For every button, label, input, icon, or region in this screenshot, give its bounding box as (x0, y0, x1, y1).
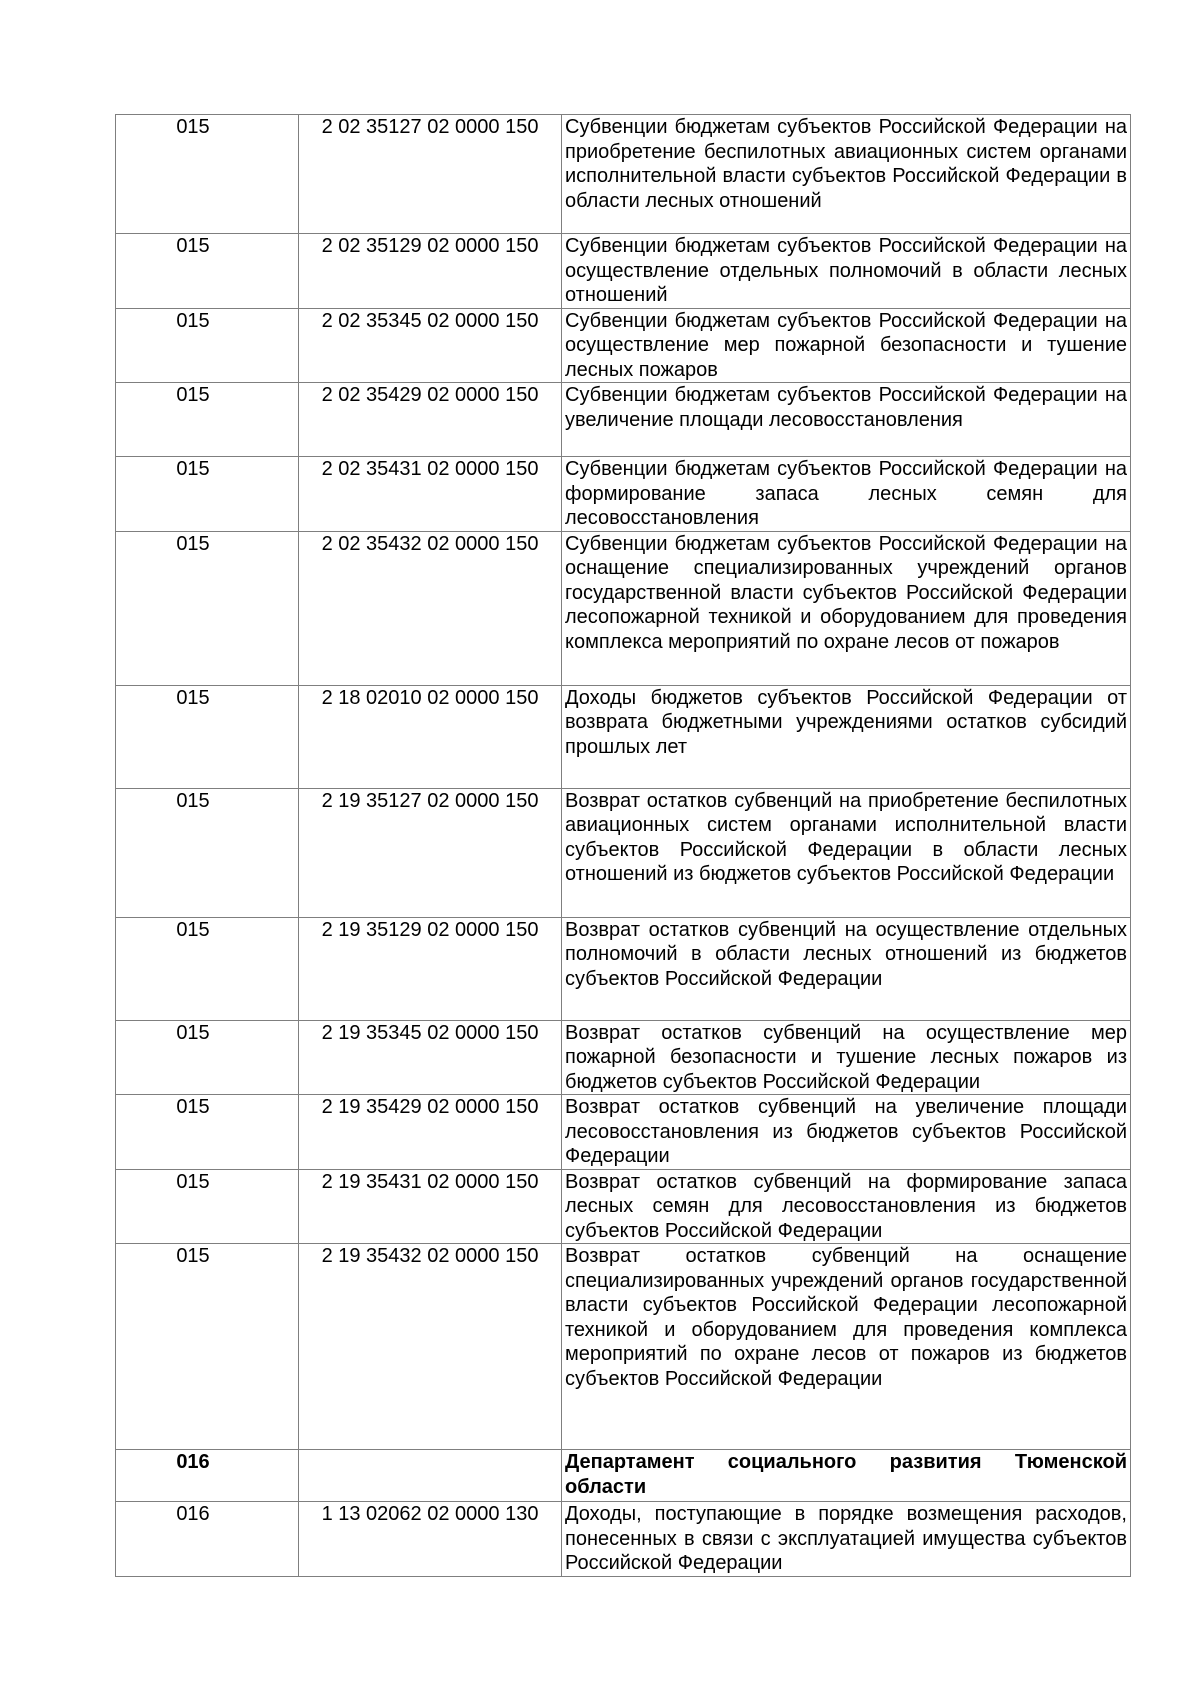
revenue-description: Субвенции бюджетам субъектов Российской Федерации на увеличение площади лесовосстановления (562, 383, 1131, 457)
budget-code: 2 18 02010 02 0000 150 (299, 685, 562, 788)
admin-code: 015 (116, 685, 299, 788)
table-row (116, 788, 1131, 917)
table-row (116, 1244, 1131, 1450)
table-row (116, 457, 1131, 532)
revenue-description: Возврат остатков субвенций на формирование запаса лесных семян для лесовосстановления из бюджетов субъектов Российской Федерации (562, 1169, 1131, 1244)
budget-code: 2 02 35127 02 0000 150 (299, 115, 562, 234)
table-row (116, 531, 1131, 685)
admin-code: 015 (116, 457, 299, 532)
budget-code: 2 19 35429 02 0000 150 (299, 1095, 562, 1170)
budget-code: 2 19 35127 02 0000 150 (299, 788, 562, 917)
table-row (116, 1502, 1131, 1577)
revenue-description: Субвенции бюджетам субъектов Российской Федерации на приобретение беспилотных авиационных систем органами исполнительной власти субъектов Российской Федерации в области лесных отношений (562, 115, 1131, 234)
table-row (116, 685, 1131, 788)
budget-code: 2 02 35345 02 0000 150 (299, 308, 562, 383)
budget-code: 2 19 35432 02 0000 150 (299, 1244, 562, 1450)
admin-code: 015 (116, 1244, 299, 1450)
admin-code: 015 (116, 1095, 299, 1170)
budget-code: 2 19 35431 02 0000 150 (299, 1169, 562, 1244)
table-row (116, 308, 1131, 383)
budget-code: 2 02 35429 02 0000 150 (299, 383, 562, 457)
budget-code: 2 02 35431 02 0000 150 (299, 457, 562, 532)
budget-code (299, 1450, 562, 1502)
department-name: Департамент социального развития Тюменской области (562, 1450, 1131, 1502)
admin-code: 015 (116, 1169, 299, 1244)
revenue-description: Субвенции бюджетам субъектов Российской Федерации на осуществление мер пожарной безопасности и тушение лесных пожаров (562, 308, 1131, 383)
revenue-description: Субвенции бюджетам субъектов Российской Федерации на осуществление отдельных полномочий в области лесных отношений (562, 234, 1131, 309)
table-row (116, 383, 1131, 457)
admin-code: 015 (116, 115, 299, 234)
revenue-description: Возврат остатков субвенций на осуществление мер пожарной безопасности и тушение лесных пожаров из бюджетов субъектов Российской Федерации (562, 1020, 1131, 1095)
admin-code: 015 (116, 1020, 299, 1095)
admin-code: 015 (116, 234, 299, 309)
admin-code: 015 (116, 917, 299, 1020)
table-row (116, 115, 1131, 234)
budget-code: 2 02 35432 02 0000 150 (299, 531, 562, 685)
revenue-description: Возврат остатков субвенций на осуществление отдельных полномочий в области лесных отношений из бюджетов субъектов Российской Федерации (562, 917, 1131, 1020)
budget-code: 2 19 35129 02 0000 150 (299, 917, 562, 1020)
table-row (116, 917, 1131, 1020)
budget-code: 1 13 02062 02 0000 130 (299, 1502, 562, 1577)
revenue-description: Возврат остатков субвенций на увеличение площади лесовосстановления из бюджетов субъектов Российской Федерации (562, 1095, 1131, 1170)
revenue-description: Возврат остатков субвенций на оснащение специализированных учреждений органов государственной власти субъектов Российской Федерации лесопожарной техникой и оборудованием для проведения комплекса мероприятий по охране лесов от пожаров из бюджетов субъектов Российской Федерации (562, 1244, 1131, 1450)
admin-code: 015 (116, 531, 299, 685)
revenue-description: Возврат остатков субвенций на приобретение беспилотных авиационных систем органами исполнительной власти субъектов Российской Федерации в области лесных отношений из бюджетов субъектов Российской Федерации (562, 788, 1131, 917)
revenue-codes-table (115, 114, 1131, 1577)
revenue-description: Субвенции бюджетам субъектов Российской Федерации на формирование запаса лесных семян для лесовосстановления (562, 457, 1131, 532)
table-row (116, 1095, 1131, 1170)
table-row (116, 1169, 1131, 1244)
budget-code: 2 19 35345 02 0000 150 (299, 1020, 562, 1095)
admin-code: 016 (116, 1450, 299, 1502)
revenue-description: Доходы, поступающие в порядке возмещения расходов, понесенных в связи с эксплуатацией имущества субъектов Российской Федерации (562, 1502, 1131, 1577)
admin-code: 015 (116, 788, 299, 917)
table-row (116, 1020, 1131, 1095)
table-row-section-header (116, 1450, 1131, 1502)
table-row (116, 234, 1131, 309)
revenue-description: Доходы бюджетов субъектов Российской Федерации от возврата бюджетными учреждениями остатков субсидий прошлых лет (562, 685, 1131, 788)
admin-code: 015 (116, 383, 299, 457)
revenue-description: Субвенции бюджетам субъектов Российской Федерации на оснащение специализированных учреждений органов государственной власти субъектов Российской Федерации лесопожарной техникой и оборудованием для проведения комплекса мероприятий по охране лесов от пожаров (562, 531, 1131, 685)
budget-code: 2 02 35129 02 0000 150 (299, 234, 562, 309)
admin-code: 016 (116, 1502, 299, 1577)
admin-code: 015 (116, 308, 299, 383)
